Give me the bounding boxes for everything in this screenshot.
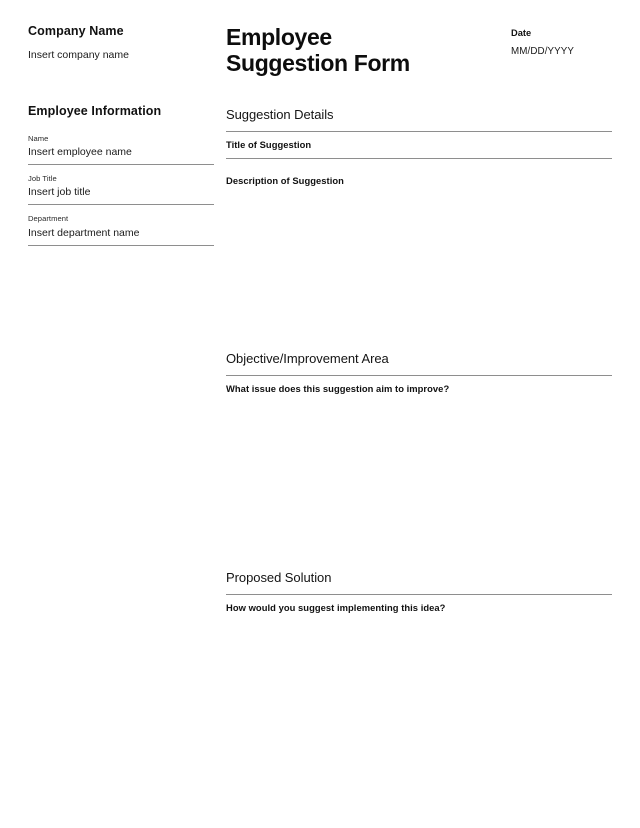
field-department-input[interactable]: Insert department name xyxy=(28,226,140,239)
field-job-title xyxy=(28,174,214,205)
section-proposed-solution-rule xyxy=(226,594,612,595)
company-block xyxy=(28,24,214,62)
field-name-rule xyxy=(28,164,214,165)
proposed-solution-answer-area[interactable] xyxy=(226,614,612,794)
title-of-suggestion-answer-area[interactable] xyxy=(226,159,612,175)
page-title xyxy=(226,24,476,76)
date-block xyxy=(511,27,631,59)
section-suggestion-details-heading: Suggestion Details xyxy=(226,107,334,122)
field-department xyxy=(28,214,214,245)
section-objective-heading: Objective/Improvement Area xyxy=(226,351,389,366)
section-proposed-solution xyxy=(226,570,612,794)
company-name-input[interactable]: Insert company name xyxy=(28,48,129,61)
prompt-title-of-suggestion: Title of Suggestion xyxy=(226,139,312,151)
date-label: Date xyxy=(511,28,532,38)
prompt-proposed-solution-question: How would you suggest implementing this idea? xyxy=(226,602,446,614)
section-objective-improvement-area xyxy=(226,351,612,570)
field-name-input[interactable]: Insert employee name xyxy=(28,146,132,159)
right-column xyxy=(226,24,612,614)
prompt-objective-question: What issue does this suggestion aim to improve? xyxy=(226,383,450,395)
section-objective-rule xyxy=(226,375,612,376)
prompt-description-of-suggestion: Description of Suggestion xyxy=(226,175,344,187)
section-suggestion-details xyxy=(226,107,612,338)
field-name xyxy=(28,134,214,165)
field-department-rule xyxy=(28,245,214,246)
company-name-heading: Company Name xyxy=(28,24,124,38)
page-title-line-1: Employee xyxy=(226,24,332,50)
field-department-label: Department xyxy=(28,214,69,224)
section-proposed-solution-heading: Proposed Solution xyxy=(226,570,332,585)
description-of-suggestion-answer-area[interactable] xyxy=(226,188,612,338)
employee-fields xyxy=(28,134,214,255)
field-job-title-input[interactable]: Insert job title xyxy=(28,186,91,199)
field-name-label: Name xyxy=(28,134,49,143)
field-job-title-rule xyxy=(28,204,214,205)
field-job-title-label: Job Title xyxy=(28,174,57,184)
date-input[interactable]: MM/DD/YYYY xyxy=(511,46,575,58)
employee-information-heading: Employee Information xyxy=(28,104,162,118)
left-column xyxy=(28,24,214,239)
page-title-line-2: Suggestion Form xyxy=(226,49,410,76)
objective-answer-area[interactable] xyxy=(226,395,612,570)
section-suggestion-details-rule xyxy=(226,131,612,132)
